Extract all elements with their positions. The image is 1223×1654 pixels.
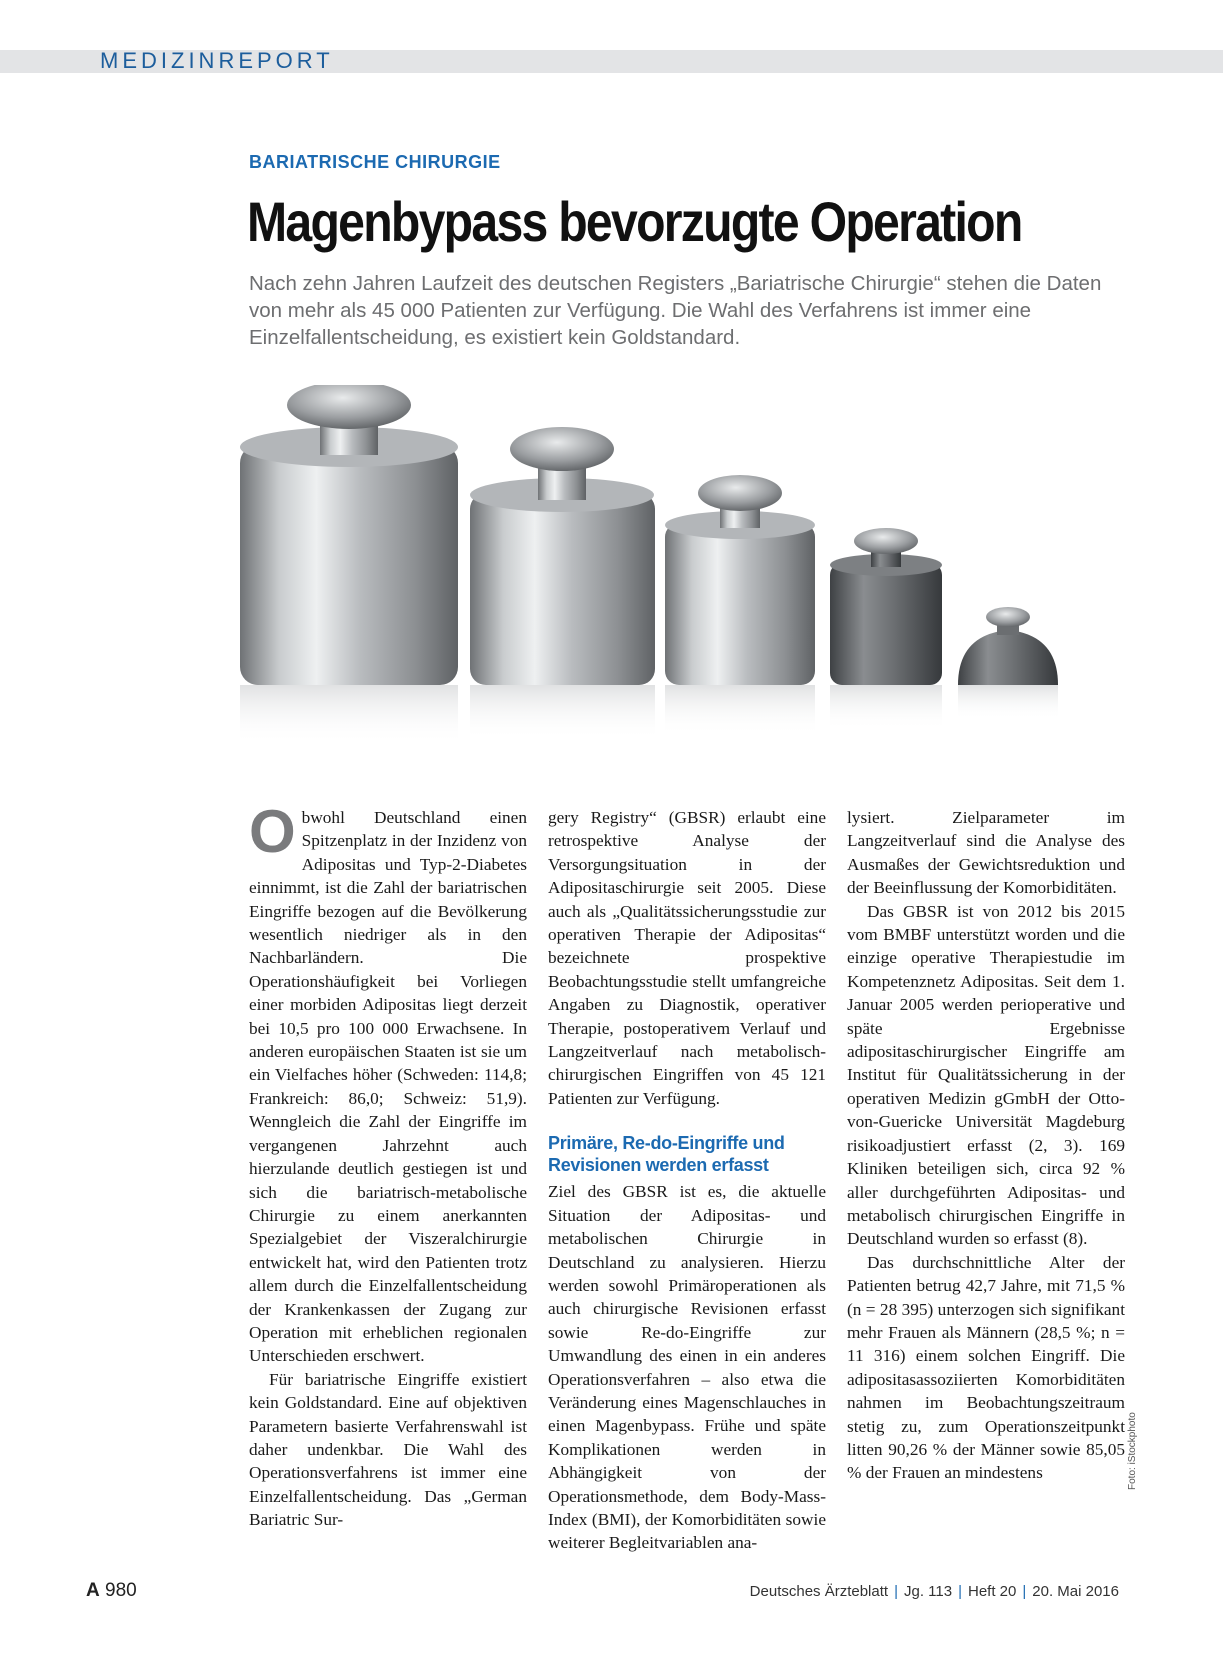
text-column-3 [847,806,1125,1485]
journal-issue: Heft 20 [967,1583,1017,1600]
col3-paragraph-2: Das GBSR ist von 2012 bis 2015 vom BMBF unterstützt worden und die einzige operative Therapiestudie im Kompetenznetz Adipositas. Seit dem 1. Januar 2005 werden perioperative und späte Ergebnisse adipositaschirurgischer Eingriffe am Institut für Qualitätssicherung in der operativen Medizin gGmbH der Otto-von-Guericke Universität Magdeburg risikoadjustiert erfasst (2, 3). 169 Kliniken beteiligen sich, circa 92 % aller durchgeführten Adipositas- und metabolisch chirurgischen Eingriffe in Deutschland wurden so erfasst (8). [847,901,1125,1249]
article-kicker: BARIATRISCHE CHIRURGIE [249,152,501,172]
page-number-value: 980 [105,1580,137,1601]
section-label: MEDIZINREPORT [100,48,334,73]
journal-date: 20. Mai 2016 [1032,1583,1119,1600]
col3-paragraph-3: Das durchschnittliche Alter der Patienten betrug 42,7 Jahre, mit 71,5 % (n = 28 395) unterzogen sich signifikant mehr Frauen als Männern (28,5 %; n = 11 316) einem solchen Eingriff. Die adipositasassoziierten Komorbiditäten nahmen im Beobachtungszeitraum stetig zu, zum Operationszeitpunkt litten 90,26 % der Männer sowie 85,05 % der Frauen an mindestens [847,1252,1125,1483]
col1-paragraph-1-text: bwohl Deutschland einen Spitzenplatz in der Inzidenz von Adipositas und Typ-2-Diabetes einnimmt, ist die Zahl der bariatrischen Eingriffe bezogen auf die Bevölkerung wesentlich niedriger als in den Nachbarländern. Die Operationshäufigkeit bei Vorliegen einer morbiden Adipositas liegt derzeit bei 10,5 pro 100 000 Erwachsene. In anderen europäischen Staaten ist sie um ein Vielfaches höher (Schweden: 114,8; Frankreich: 86,0; Schweiz: 51,9). Wenngleich die Zahl der Eingriffe im vergangenen Jahrzehnt auch hierzulande deutlich gestiegen ist und sich die bariatrisch-metabolische Chirurgie zu einem anerkannten Spezialgebiet der Viszeralchirurgie entwickelt hat, wird den Patienten trotz allem durch die Einzelfallentscheidung der Krankenkassen der Zugang zur Operation mit erheblichen regionalen Unterschieden erschwert. [249,808,527,1366]
col2-paragraph-1: gery Registry“ (GBSR) erlaubt eine retrospektive Analyse der Versorgungsituation in der Adipositaschirurgie seit 2005. Diese auch als „Qualitätssicherungsstudie zur operativen Therapie der Adipositas“ bezeichnete prospektive Beobachtungsstudie stellt umfangreiche Angaben zu Diagnostik, operativer Therapie, postoperativem Verlauf und Langzeitverlauf nach metabolisch-chirurgischen Eingriffen von 45 121 Patienten zur Verfügung. [548,808,826,1108]
col1-paragraph-1 [249,798,527,1368]
page-number [86,1580,137,1602]
photo-credit: Foto: iStockphoto [1127,1412,1138,1490]
col3-paragraph-1: lysiert. Zielparameter im Langzeitverlauf sind die Analyse des Ausmaßes der Gewichtsreduktion und der Beeinflussung der Komorbiditäten. [847,808,1125,898]
page-prefix: A [86,1580,100,1601]
journal-volume: Jg. 113 [903,1583,953,1600]
article-lead: Nach zehn Jahren Laufzeit des deutschen Registers „Bariatrische Chirurgie“ stehen die Daten von mehr als 45 000 Patienten zur Verfügung. Die Wahl des Verfahrens ist immer eine Einzelfallentscheidung, es existiert kein Goldstandard. [249,272,1102,349]
footer-info: Deutsches Ärzteblatt | Jg. 113 | Heft 20 | 20. Mai 2016 [749,1583,1119,1600]
drop-cap: O [249,798,296,865]
article-title: Magenbypass bevorzugte Operation [247,190,1022,253]
col2-paragraph-2: Ziel des GBSR ist es, die aktuelle Situation der Adipositas- und metabolischen Chirurgie in Deutschland zu analysieren. Hierzu werden sowohl Primäroperationen als auch chirurgische Revisionen erfasst sowie Re-do-Eingriffe zur Umwandlung des einen in ein anderes Operationsverfahren – also etwa die Veränderung eines Magenschlauches in einen Magenbypass. Frühe und späte Komplikationen werden in Abhängigkeit von der Operationsmethode, dem Body-Mass-Index (BMI), der Komorbiditäten sowie weiterer Begleitvariablen ana- [548,1182,826,1553]
text-column-1 [249,798,527,1532]
journal-name: Deutsches Ärzteblatt [749,1583,889,1600]
weights-photo [240,385,1125,775]
col1-paragraph-2: Für bariatrische Eingriffe existiert kein Goldstandard. Eine auf objektiven Parametern basierte Verfahrenswahl ist daher undenkbar. Die Wahl des Operationsverfahrens ist immer eine Einzelfallentscheidung. Das „German Bariatric Sur- [249,1369,527,1530]
section-subhead: Primäre, Re-do-Eingriffe und Revisionen werden erfasst [548,1133,785,1176]
text-column-2 [548,806,826,1555]
